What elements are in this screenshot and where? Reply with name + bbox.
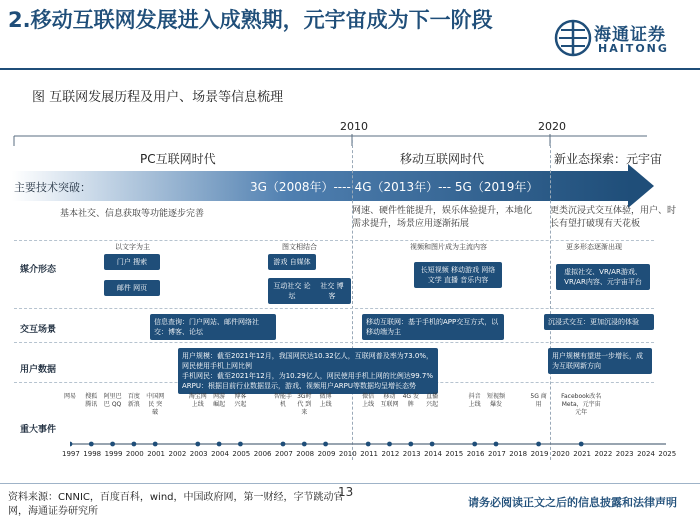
haitong-logo-icon [553,18,593,58]
event-dot-2000 [132,442,137,447]
axis-year-2023: 2023 [615,450,634,458]
tech-arrow-head [628,164,654,208]
event-dot-2004 [217,442,222,447]
event-dot-2008 [302,442,307,447]
event-dot-2003 [195,442,200,447]
axis-year-2021: 2021 [573,450,592,458]
axis-year-2018: 2018 [509,450,528,458]
media-mobile-chip: 长短视频 移动游戏 网络文学 直播 音乐内容 [414,262,502,288]
axis-year-2006: 2006 [253,450,272,458]
axis-year-2008: 2008 [296,450,315,458]
media-mid-chip-game: 游戏 自媒体 [268,254,316,270]
row-label-media: 媒介形态 [20,265,57,275]
axis-year-2003: 2003 [189,450,208,458]
source-line-2: 网，海通证券研究所 [8,506,98,517]
row-label-scene: 交互场景 [20,325,57,335]
scene-mobile-chip: 移动互联网：基于手机的APP交互方式，以移动端为主 [362,314,504,340]
source-note [8,491,344,519]
axis-year-2015: 2015 [445,450,464,458]
page-number: 13 [338,485,354,499]
event-label-2012: 移动 互联网 [380,393,399,408]
event-label-2014: 直播 兴起 [426,393,439,408]
era-bracket [12,134,652,148]
media-pc-chip-portal: 门户 搜索 [104,254,160,270]
logo-text-cn: 海通证券 [594,25,666,45]
event-label-2005: 博客 兴起 [234,393,247,408]
figure-caption: 图 互联网发展历程及用户、场景等信息梳理 [32,90,284,105]
event-label-2009: 微博 上线 [319,393,332,408]
axis-year-2024: 2024 [637,450,655,458]
axis-year-2009: 2009 [317,450,336,458]
scene-pc-chip: 信息查询：门户网站、邮件网络社交：博客、论坛 [150,314,276,340]
axis-year-1999: 1999 [104,450,123,458]
event-label-2017: 短视频 爆发 [487,393,506,408]
event-dot-1997 [70,442,72,447]
event-label-2016: 抖音 上线 [468,393,481,408]
event-label-1998: 搜狐 腾讯 [85,393,98,408]
row-divider [14,240,654,241]
axis-year-2001: 2001 [147,450,166,458]
era-mobile: 移动互联网时代 [400,152,485,166]
era-metaverse: 新业态探索：元宇宙 [554,152,663,166]
users-line-2: 手机网民：截至2021年12月，为10.29亿人，网民使用手机上网的比例达99.7% [182,372,433,380]
event-dot-2012 [387,442,392,447]
event-dot-1998 [89,442,94,447]
users-line-3: ARPU：根据目前行业数据显示，游戏、视频用户ARPU等数据均呈增长态势 [182,382,416,390]
event-dot-2014 [430,442,435,447]
event-label-2013: 4G 发牌 [402,393,419,408]
media-mid-head: 图文相结合 [282,243,317,251]
event-label-2001: 中国网民 突破 [146,393,165,416]
year-2010-label: 2010 [340,120,368,133]
axis-year-2025: 2025 [658,450,677,458]
media-mid-chip-blog: 社交 博客 [313,278,351,304]
event-dot-2021 [579,442,584,447]
source-line-1: 资料来源：CNNIC，百度百科，wind，中国政府网，第一财经，字节跳动官 [8,492,344,503]
year-2020-label: 2020 [538,120,566,133]
users-meta-chip: 用户规模有望进一步增长，成为互联网新方向 [548,348,652,374]
axis-year-2017: 2017 [488,450,506,458]
axis-year-2000: 2000 [125,450,144,458]
tech-note-mobile: 网速、硬件性能提升，娱乐体验提升，本地化需求提升，场景应用逐渐拓展 [352,206,533,229]
event-label-1997: 网易 [63,393,76,400]
axis-year-2012: 2012 [381,450,400,458]
header-divider [0,68,700,70]
tech-items: 3G（2008年）---- 4G（2013年）--- 5G（2019年） [250,180,539,194]
axis-year-2007: 2007 [275,450,293,458]
event-label-1999: 阿里巴巴 QQ [103,393,122,408]
media-meta-chip: 虚拟社交、VR/AR游戏、VR/AR内容、元宇宙平台 [556,264,650,290]
event-label-2021: Facebook改名Meta，元宇宙元年 [561,393,602,416]
event-label-2007: 智能手机 [274,393,293,408]
event-dot-2017 [494,442,499,447]
event-dot-2001 [153,442,158,447]
media-pc-chip-email: 邮件 网页 [104,280,160,296]
axis-year-2013: 2013 [402,450,421,458]
row-divider [14,342,654,343]
event-label-2011: 微信 上线 [362,393,375,408]
users-line-1: 用户规模：截至2021年12月，我国网民达10.32亿人，互联网普及率为73.0%，网民使用手机上网比例 [182,352,433,370]
disclaimer: 请务必阅读正文之后的信息披露和法律声明 [468,496,677,509]
axis-year-2016: 2016 [466,450,485,458]
era-pc: PC互联网时代 [140,152,216,166]
users-chip [178,348,438,394]
event-dot-1999 [110,442,115,447]
media-mid-chip-forum: 互动社交 论坛 [268,278,316,304]
axis-year-2002: 2002 [168,450,187,458]
media-pc-head: 以文字为主 [115,243,150,251]
axis-year-1997: 1997 [62,450,80,458]
axis-year-2011: 2011 [360,450,379,458]
logo-text-en: HAITONG [598,42,669,55]
event-label-2008: 3G时代 到来 [297,393,312,416]
media-mobile-head: 视频和图片成为主流内容 [410,243,487,251]
tech-note-pc: 基本社交、信息获取等功能逐步完善 [60,209,205,219]
scene-meta-chip: 沉浸式交互：更加沉浸的体验 [544,314,654,330]
media-meta-head: 更多形态逐渐出现 [566,243,622,251]
event-label-2000: 百度 新浪 [127,393,140,408]
event-dot-2007 [281,442,286,447]
axis-year-2014: 2014 [424,450,442,458]
tech-note-meta: 更类沉浸式交互体验，用户、时长有望打破现有天花板 [550,206,677,229]
footer-divider [0,483,700,484]
event-dot-2013 [408,442,413,447]
axis-year-1998: 1998 [83,450,102,458]
axis-year-2010: 2010 [338,450,357,458]
event-dot-2011 [366,442,371,447]
axis-year-2019: 2019 [530,450,549,458]
tech-label: 主要技术突破： [14,181,91,194]
separator-2020 [550,140,551,460]
event-label-2003: 淘宝网 上线 [188,393,207,408]
page-title: 2.移动互联网发展进入成熟期，元宇宙成为下一阶段 [8,8,493,32]
axis-year-2022: 2022 [594,450,613,458]
event-dot-2009 [323,442,328,447]
row-divider [14,308,654,309]
separator-2010 [352,140,353,460]
event-dot-2016 [472,442,477,447]
row-label-users: 用户数据 [20,365,57,375]
axis-year-2020: 2020 [551,450,570,458]
row-label-events: 重大事件 [20,425,57,435]
event-label-2004: 网游 崛起 [213,393,226,408]
axis-year-2005: 2005 [232,450,251,458]
axis-year-2004: 2004 [211,450,229,458]
event-label-2019: 5G 商用 [530,393,547,408]
event-dot-2005 [238,442,243,447]
event-dot-2019 [536,442,541,447]
